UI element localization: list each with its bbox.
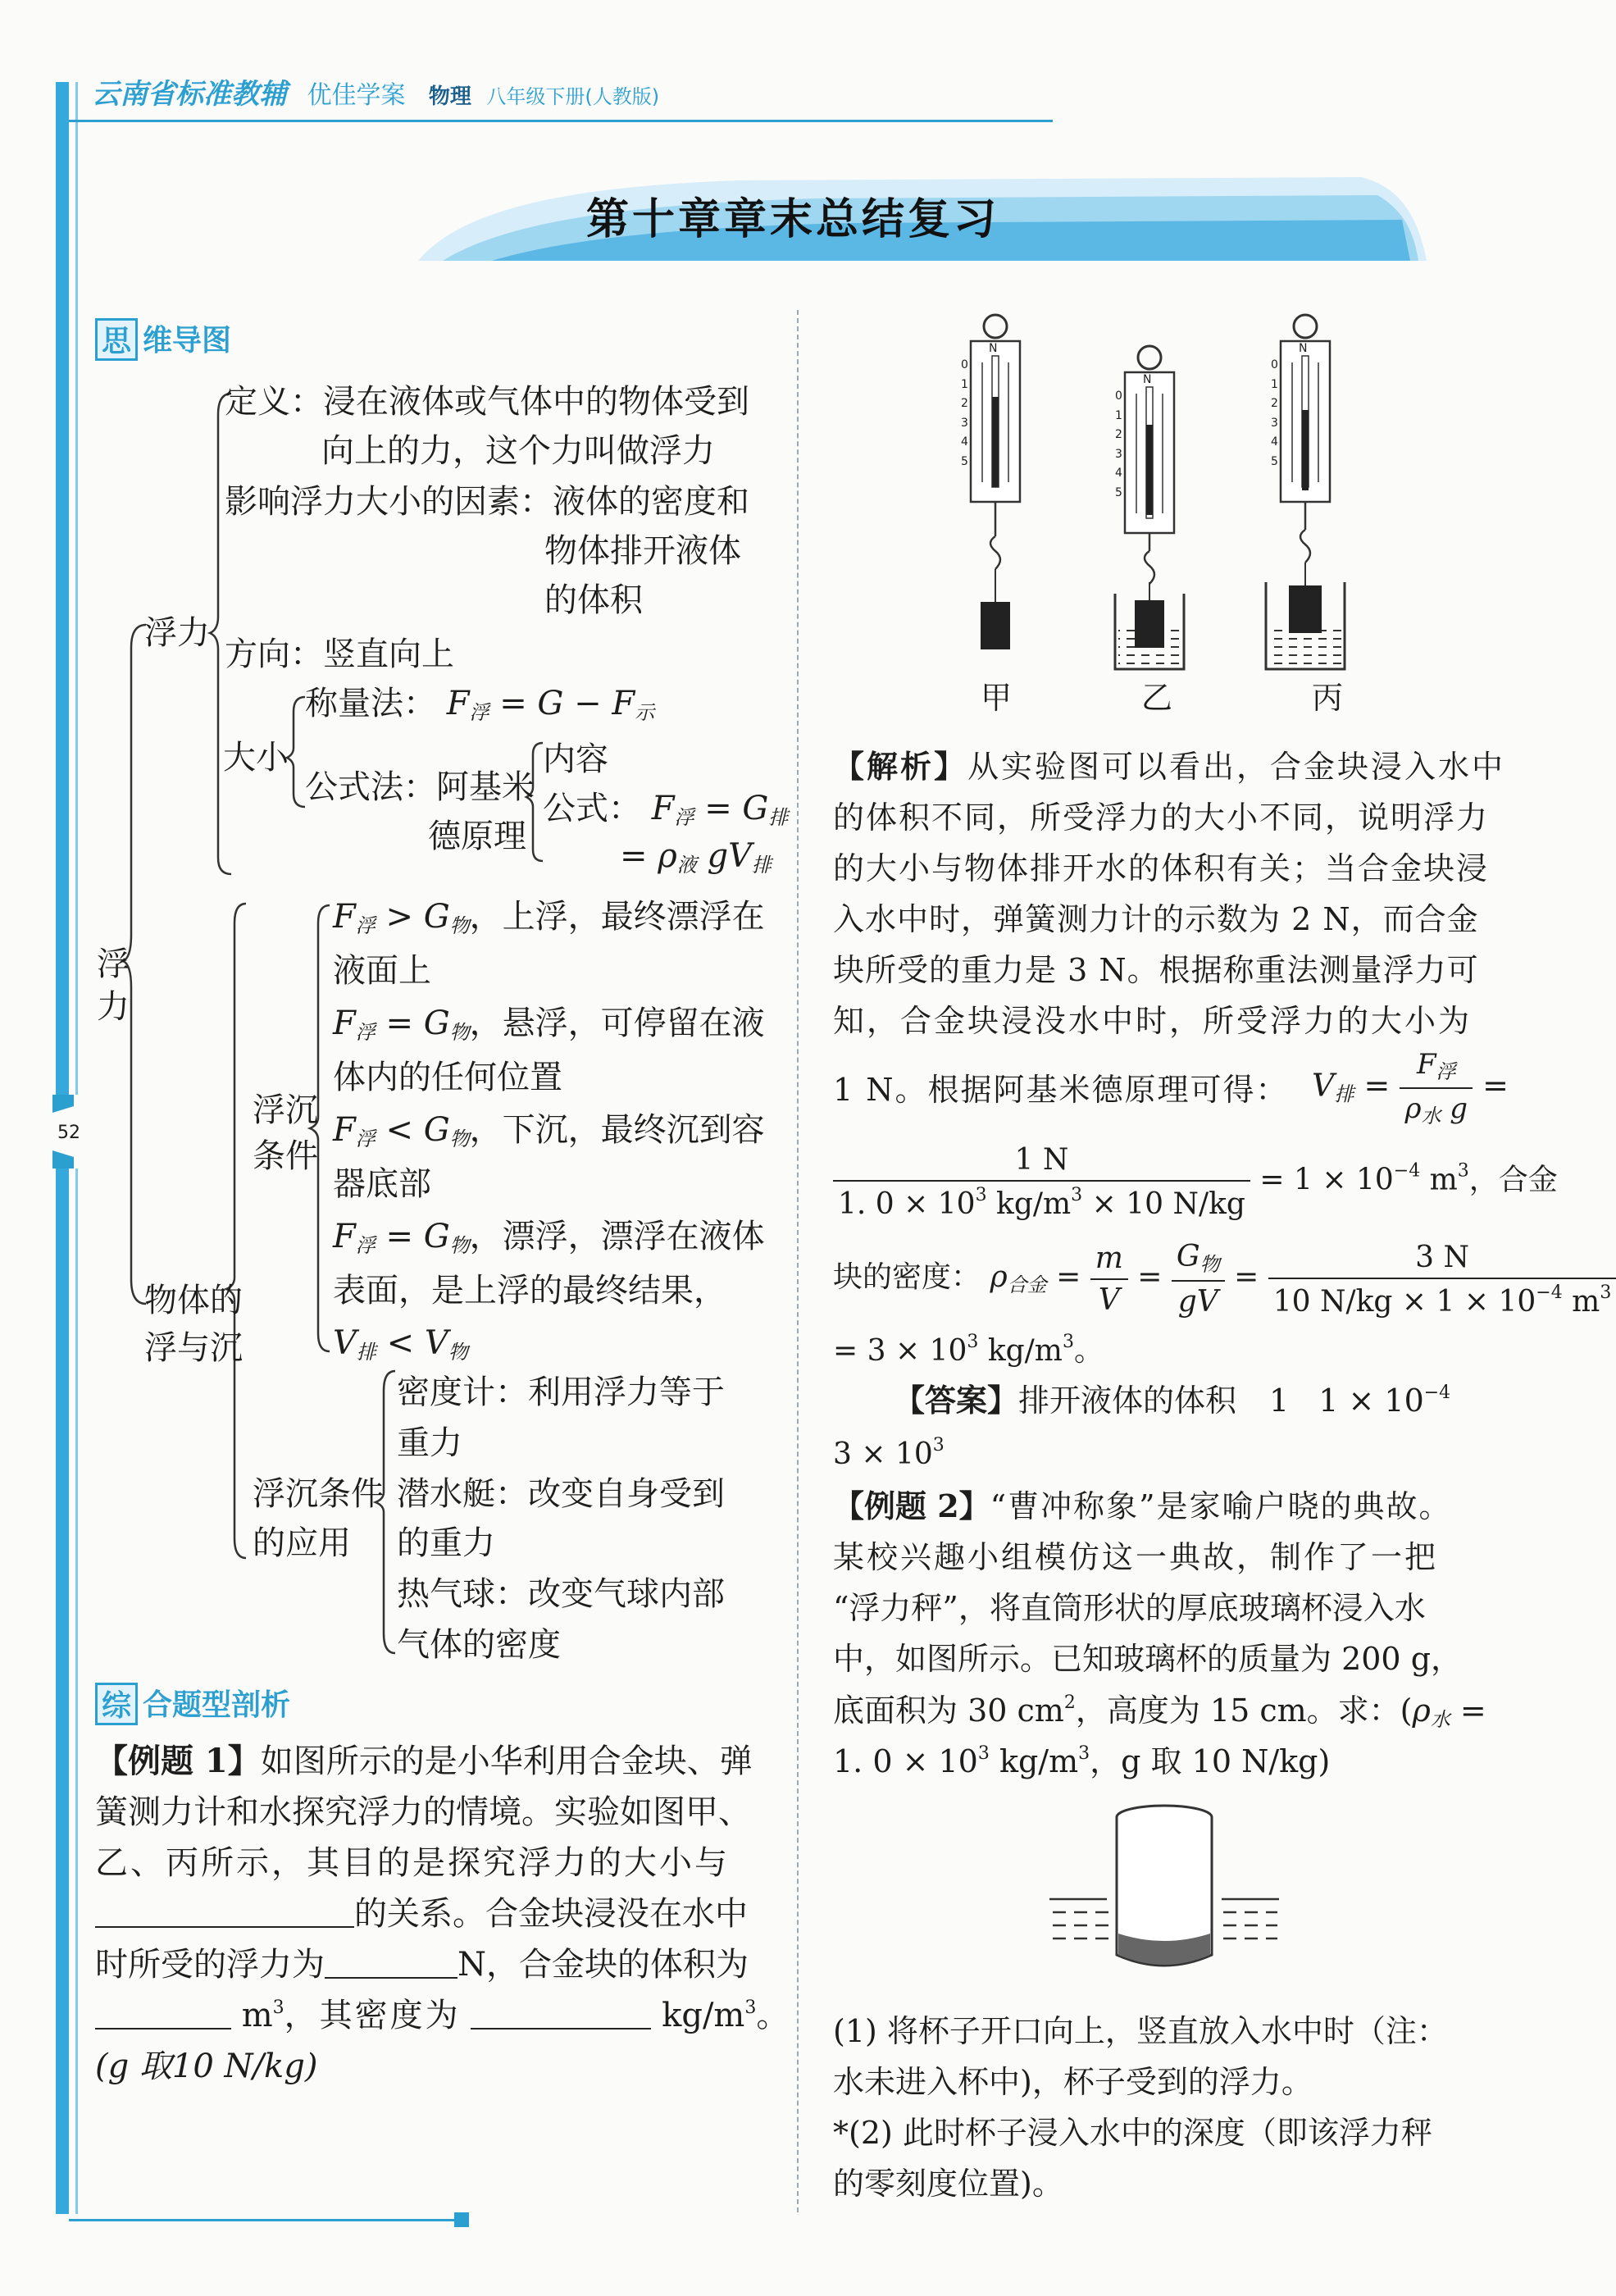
scale-unit: N xyxy=(1143,373,1152,386)
scale-labels-bing xyxy=(1271,342,1336,472)
page-number: 52 xyxy=(57,1123,80,1143)
ex1-text-6b: ，其密度为 xyxy=(284,1997,461,2034)
scale-tick-4: 4 xyxy=(1115,467,1122,480)
cond-suspend: $F_浮 = G_物$，悬浮，可停留在液 xyxy=(333,1004,765,1044)
scale-tick-3: 3 xyxy=(1115,447,1122,461)
formula-method-2: 德原理 xyxy=(428,818,526,855)
ex2-line-2: 某校兴趣小组模仿这一典故，制作了一把 xyxy=(833,1539,1439,1575)
ex2-line-1 xyxy=(833,1487,1452,1524)
scale-tick-2: 2 xyxy=(961,397,968,410)
cond-suspend-text: ，悬浮，可停留在液 xyxy=(469,1004,765,1042)
ex2-line-4: 中，如图所示。已知玻璃杯的质量为 200 g， xyxy=(833,1641,1463,1677)
scale-unit: N xyxy=(1299,342,1308,355)
grade-name: 八年级下册(人教版) xyxy=(486,85,660,108)
cond-floating-3: $V_排 < V_物$ xyxy=(333,1324,468,1364)
ex2-question-1b: 水未进入杯中)，杯子受到的浮力。 xyxy=(833,2064,1313,2100)
ex1-text-5b: N，合金块的体积为 xyxy=(457,1946,749,1984)
factor-line-2: 物体排开液体 xyxy=(544,532,741,570)
app-hydrometer: 密度计：利用浮力等于 xyxy=(397,1374,725,1411)
scale-tick-0: 0 xyxy=(1271,358,1278,371)
figure-label-jia: 甲 xyxy=(981,680,1013,716)
ex2-text-5a: 底面积为 30 cm xyxy=(833,1692,1064,1729)
cond-float-up-2: 液面上 xyxy=(333,952,431,990)
volume-calc: $\frac{1 N}{1. 0 \times 10^3 kg/m^3 \times 10 N/kg}$ = $1 \times 10^{-4}$ $m^3$，合金 xyxy=(833,1143,1558,1221)
ex2-text-6c: ，g 取 10 N/kg) xyxy=(1090,1743,1331,1779)
volume-calc-tail: ，合金 xyxy=(1468,1163,1558,1197)
answer-blank-1[interactable] xyxy=(95,1926,354,1928)
volume-formula: $V_排$ = $\frac{F_浮}{\rho_水 g}$ = xyxy=(1312,1048,1509,1128)
solution-text-1: 从实验图可以看出，合金块浸入水中 xyxy=(967,749,1506,785)
answer-label: 【答案】 xyxy=(894,1382,1019,1419)
ex1-line-7: (g 取10 N/kg) xyxy=(95,2048,318,2085)
answer-line: 【答案】排开液体的体积 1 $1 \times 10^{-4}$ xyxy=(894,1382,1451,1419)
archimedes-formula: $F_浮 = G_排$ xyxy=(651,790,789,829)
answer-blank-2[interactable] xyxy=(325,1977,457,1979)
page-title: 第十章章末总结复习 xyxy=(586,195,1000,244)
factor-line-1: 影响浮力大小的因素：液体的密度和 xyxy=(225,483,749,521)
solution-line-4: 入水中时，弹簧测力计的示数为 2 N，而合金 xyxy=(833,901,1479,937)
ex2-text-6: 1. 0 × 10 xyxy=(833,1743,978,1779)
mindmap-root xyxy=(97,943,133,1028)
ex2-label: 【例题 2】 xyxy=(833,1487,990,1524)
def-line-1: 定义：浸在液体或气体中的物体受到 xyxy=(225,383,749,421)
figure-label-bing: 丙 xyxy=(1312,680,1344,716)
def-line-2: 向上的力，这个力叫做浮力 xyxy=(321,432,715,470)
ex1-line-2: 簧测力计和水探究浮力的情境。实验如图甲、 xyxy=(95,1793,751,1831)
scale-tick-2: 2 xyxy=(1271,397,1278,410)
branch-float-sink-1: 物体的 xyxy=(144,1282,243,1319)
answer-text: 排开液体的体积 xyxy=(1018,1383,1237,1419)
scale-tick-1: 1 xyxy=(1115,408,1122,422)
series-name: 云南省标准教辅 xyxy=(92,78,287,111)
solution-text-7: 1 N。根据阿基米德原理可得： xyxy=(833,1072,1289,1108)
app-balloon: 热气球：改变气球内部 xyxy=(397,1575,725,1613)
answer-value-3: 3 × 10 xyxy=(833,1437,933,1471)
ex1-line-4 xyxy=(95,1895,748,1933)
cond-sink-text: ，下沉，最终沉到容 xyxy=(469,1111,765,1149)
ex2-line-6: 1. $0 \times 10^3$ $kg/m^3$，g 取 10 N/kg) xyxy=(833,1743,1331,1779)
solution-text-9: 块的密度： xyxy=(833,1260,981,1294)
ex1-text-5a: 时所受的浮力为 xyxy=(95,1946,325,1984)
cond-sink-2: 器底部 xyxy=(333,1165,431,1203)
ex2-question-1a: (1) 将杯子开口向上，竖直放入水中时（注： xyxy=(833,2013,1448,2049)
application-label-1: 浮沉条件 xyxy=(253,1475,384,1513)
scale-tick-5: 5 xyxy=(1271,454,1278,468)
bottom-rule xyxy=(69,2219,454,2221)
solution-line-6: 知，合金块浸没水中时，所受浮力的大小为 xyxy=(833,1003,1473,1039)
brand-name: 优佳学案 xyxy=(307,81,406,110)
cond-suspend-2: 体内的任何位置 xyxy=(333,1059,562,1096)
figure-label-yi: 乙 xyxy=(1141,680,1173,716)
formula-label: 公式： xyxy=(543,790,641,827)
scale-tick-3: 3 xyxy=(1271,416,1278,430)
branch-float-sink-2: 浮与沉 xyxy=(144,1329,243,1367)
ex2-text-6b: kg/m xyxy=(989,1743,1079,1779)
solution-line-1 xyxy=(833,748,1506,785)
weigh-method xyxy=(305,687,654,722)
subject-name: 物理 xyxy=(428,84,471,109)
scale-tick-0: 0 xyxy=(961,358,968,371)
solution-label: 【解析】 xyxy=(833,748,968,785)
scale-tick-4: 4 xyxy=(1271,435,1278,449)
conditions-label-2: 条件 xyxy=(253,1137,318,1175)
app-submarine: 潜水艇：改变自身受到 xyxy=(397,1475,725,1513)
cond-sink: $F_浮 < G_物$，下沉，最终沉到容 xyxy=(333,1111,765,1150)
scale-tick-5: 5 xyxy=(1115,485,1122,499)
figure-glass-cup xyxy=(1049,1802,1279,1983)
scale-tick-0: 0 xyxy=(1115,390,1122,403)
ex2-question-2b: 的零刻度位置)。 xyxy=(833,2166,1063,2202)
density-result: = $3 \times 10^3$ $kg/m^3$。 xyxy=(833,1332,1104,1368)
application-label-2: 的应用 xyxy=(253,1524,351,1562)
answer-line-2: $3 \times 10^3$ xyxy=(833,1435,945,1471)
scale-tick-2: 2 xyxy=(1115,428,1122,441)
cond-floating-text: ，漂浮，漂浮在液体 xyxy=(469,1218,765,1255)
solution-line-7 xyxy=(833,1072,1289,1108)
solution-line-5: 块所受的重力是 3 N。根据称重法测量浮力可 xyxy=(833,952,1479,988)
content-label: 内容 xyxy=(543,740,608,778)
root-label: 浮力 xyxy=(97,945,130,1026)
cond-float-up-text: ，上浮，最终漂浮在 xyxy=(469,898,765,936)
ex1-text-6d: 。 xyxy=(756,1997,790,2034)
answer-blank-4[interactable] xyxy=(471,2028,651,2029)
formula-method-1: 公式法：阿基米 xyxy=(305,768,535,806)
answer-value-1: 1 xyxy=(1269,1383,1290,1419)
ex2-text-5b: ，高度为 15 cm。求：( xyxy=(1075,1692,1413,1729)
scale-tick-3: 3 xyxy=(961,416,968,430)
ex2-text-1: “曹冲称象”是家喻户晓的典故。 xyxy=(990,1488,1452,1524)
ex1-line-3: 乙、丙所示，其目的是探究浮力的大小与 xyxy=(95,1844,730,1882)
density-calc: 块的密度： $\rho_{合金}$ = $\frac{m}{V}$ = $\frac{G_物}{gV}$ = $\frac{3 N}{10 N/kg \times 1 \times 10^{-4} m^3}$ xyxy=(833,1240,1616,1319)
weigh-formula: $F_浮 = G - F_示$ xyxy=(446,685,655,724)
density-result-tail: 。 xyxy=(1073,1334,1104,1368)
ex1-text-4: 的关系。合金块浸没在水中 xyxy=(354,1895,748,1933)
scale-tick-1: 1 xyxy=(1271,377,1278,391)
ex1-label: 【例题 1】 xyxy=(95,1742,261,1780)
answer-blank-3[interactable] xyxy=(95,2028,231,2029)
cond-floating-2: 表面，是上浮的最终结果， xyxy=(333,1272,726,1310)
section-badge-analysis: 综 xyxy=(95,1683,138,1725)
size-label: 大小 xyxy=(223,739,289,777)
ex2-line-3: “浮力秤”，将直筒形状的厚底玻璃杯浸入水 xyxy=(833,1590,1426,1626)
cond-float-up: $F_浮 > G_物$，上浮，最终漂浮在 xyxy=(333,898,765,937)
scale-labels-yi xyxy=(1115,373,1181,503)
weigh-method-label: 称量法： xyxy=(305,685,436,722)
ex2-question-2a: *(2) 此时杯子浸入水中的深度（即该浮力秤 xyxy=(833,2115,1432,2151)
scale-tick-5: 5 xyxy=(961,454,968,468)
ex2-line-5: 底面积为 30 $cm^2$，高度为 15 cm。求：($\rho_水$ = xyxy=(833,1692,1486,1731)
direction-line: 方向：竖直向上 xyxy=(225,636,454,673)
cond-floating: $F_浮 = G_物$，漂浮，漂浮在液体 xyxy=(333,1218,765,1257)
app-hydrometer-2: 重力 xyxy=(397,1424,462,1462)
archimedes-formula-2: = $\rho_液$ $gV_排$ xyxy=(620,837,772,877)
bottom-rule-end xyxy=(454,2212,469,2227)
branch-buoyancy: 浮力 xyxy=(144,614,210,652)
ex1-text-1: 如图所示的是小华利用合金块、弹 xyxy=(260,1742,753,1780)
scale-labels-jia xyxy=(961,342,1027,472)
app-balloon-2: 气体的密度 xyxy=(397,1626,561,1664)
ex1-text-6a: m xyxy=(241,1997,273,2034)
app-submarine-2: 的重力 xyxy=(397,1524,495,1562)
conditions-label-1: 浮沉 xyxy=(253,1091,318,1129)
scale-tick-1: 1 xyxy=(961,377,968,391)
ex1-line-1 xyxy=(95,1742,753,1780)
section-title-mindmap: 维导图 xyxy=(143,324,232,358)
ex1-text-6c: kg/m xyxy=(662,1997,745,2034)
scale-tick-4: 4 xyxy=(961,435,968,449)
ex1-line-6: $m^3$，其密度为 $kg/m^3$。 xyxy=(95,1999,789,2032)
formula-line xyxy=(543,792,788,827)
scale-unit: N xyxy=(989,342,998,355)
factor-line-3: 的体积 xyxy=(544,581,643,619)
section-title-analysis: 合题型剖析 xyxy=(143,1688,291,1722)
solution-line-3: 的大小与物体排开水的体积有关；当合金块浸 xyxy=(833,850,1490,886)
section-badge-mindmap: 思 xyxy=(95,318,138,361)
ex1-line-5 xyxy=(95,1946,749,1984)
solution-line-2: 的体积不同，所受浮力的大小不同，说明浮力 xyxy=(833,800,1490,836)
